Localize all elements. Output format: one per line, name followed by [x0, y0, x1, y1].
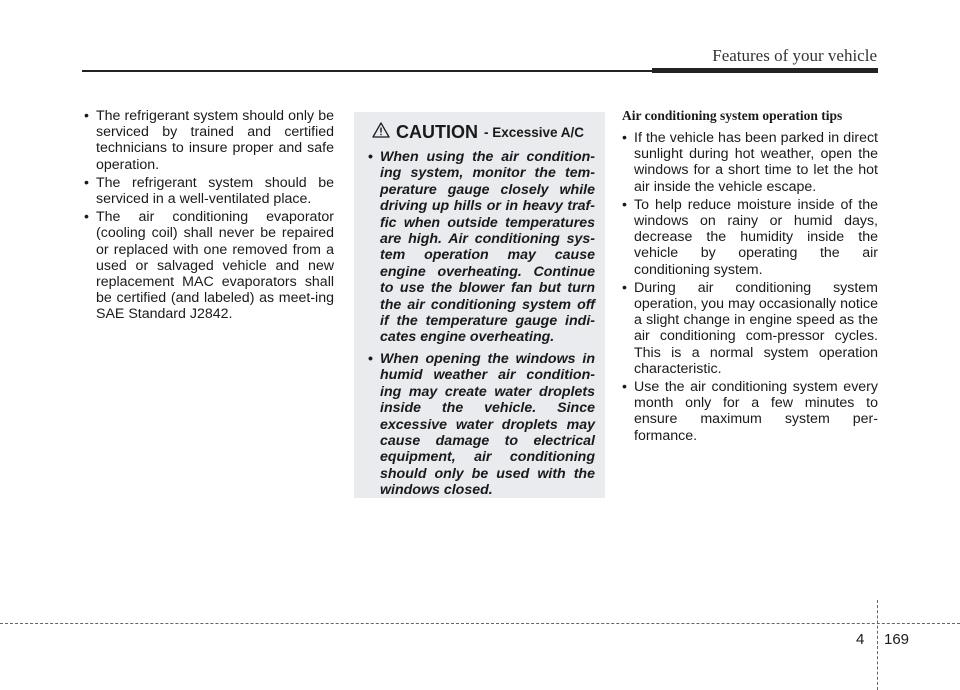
- header-rule-accent: [652, 68, 878, 73]
- list-item: • The refrigerant system should be serviced in a well-ventilated place.: [84, 175, 334, 207]
- right-column: [622, 108, 878, 446]
- caution-subtitle: - Excessive A/C: [484, 125, 585, 140]
- list-item: • When using the air condition-ing system, monitor the tem-perature gauge closely while driving up hills or in heavy traf-fic when outside temperatures are high. Air conditioning sys-tem operation may cause engine overheating. Continue to use the blower fan but turn the air conditioning system off if the temperature gauge indi-cates engine overheating.: [366, 149, 595, 346]
- list-item: • The refrigerant system should only be serviced by trained and certified technicians to insure proper and safe operation.: [84, 108, 334, 173]
- chapter-number: 4: [856, 631, 865, 648]
- footer-divider: [877, 600, 878, 690]
- left-bullet-list: [84, 108, 334, 323]
- list-item: • If the vehicle has been parked in direct sunlight during hot weather, open the windows for a short time to let the hot air inside the vehicle escape.: [622, 130, 878, 195]
- list-item: • During air conditioning system operation, you may occasionally notice a slight change in engine speed as the air conditioning com-pressor cycles. This is a normal system operation characteristic.: [622, 280, 878, 377]
- header-rule: [82, 70, 652, 72]
- caution-title: CAUTION: [396, 122, 478, 142]
- page-number: 169: [884, 631, 910, 648]
- footer-rule: [0, 623, 960, 624]
- list-item: • The air conditioning evaporator (cooling coil) shall never be repaired or replaced with one removed from a used or salvaged vehicle and new replacement MAC evaporators shall be certified (and labeled) as meet-ing SAE Standard J2842.: [84, 209, 334, 322]
- warning-triangle-icon: [372, 122, 390, 143]
- section-heading: Air conditioning system operation tips: [622, 108, 843, 123]
- left-column: [84, 108, 334, 325]
- list-item: • To help reduce moisture inside of the windows on rainy or humid days, decrease the humidity inside the vehicle by operating the air conditioning system.: [622, 197, 878, 278]
- header-title: Features of your vehicle: [712, 46, 877, 65]
- caution-box: [354, 112, 605, 498]
- caution-header: [366, 122, 595, 143]
- list-item: • Use the air conditioning system every month only for a few minutes to ensure maximum system per-formance.: [622, 379, 878, 444]
- list-item: • When opening the windows in humid weather air condition-ing may create water droplets inside the vehicle. Since excessive water droplets may cause damage to electrical equipment, air conditioning should only be used with the windows closed.: [366, 351, 595, 499]
- caution-list: [366, 149, 595, 499]
- right-bullet-list: [622, 130, 878, 444]
